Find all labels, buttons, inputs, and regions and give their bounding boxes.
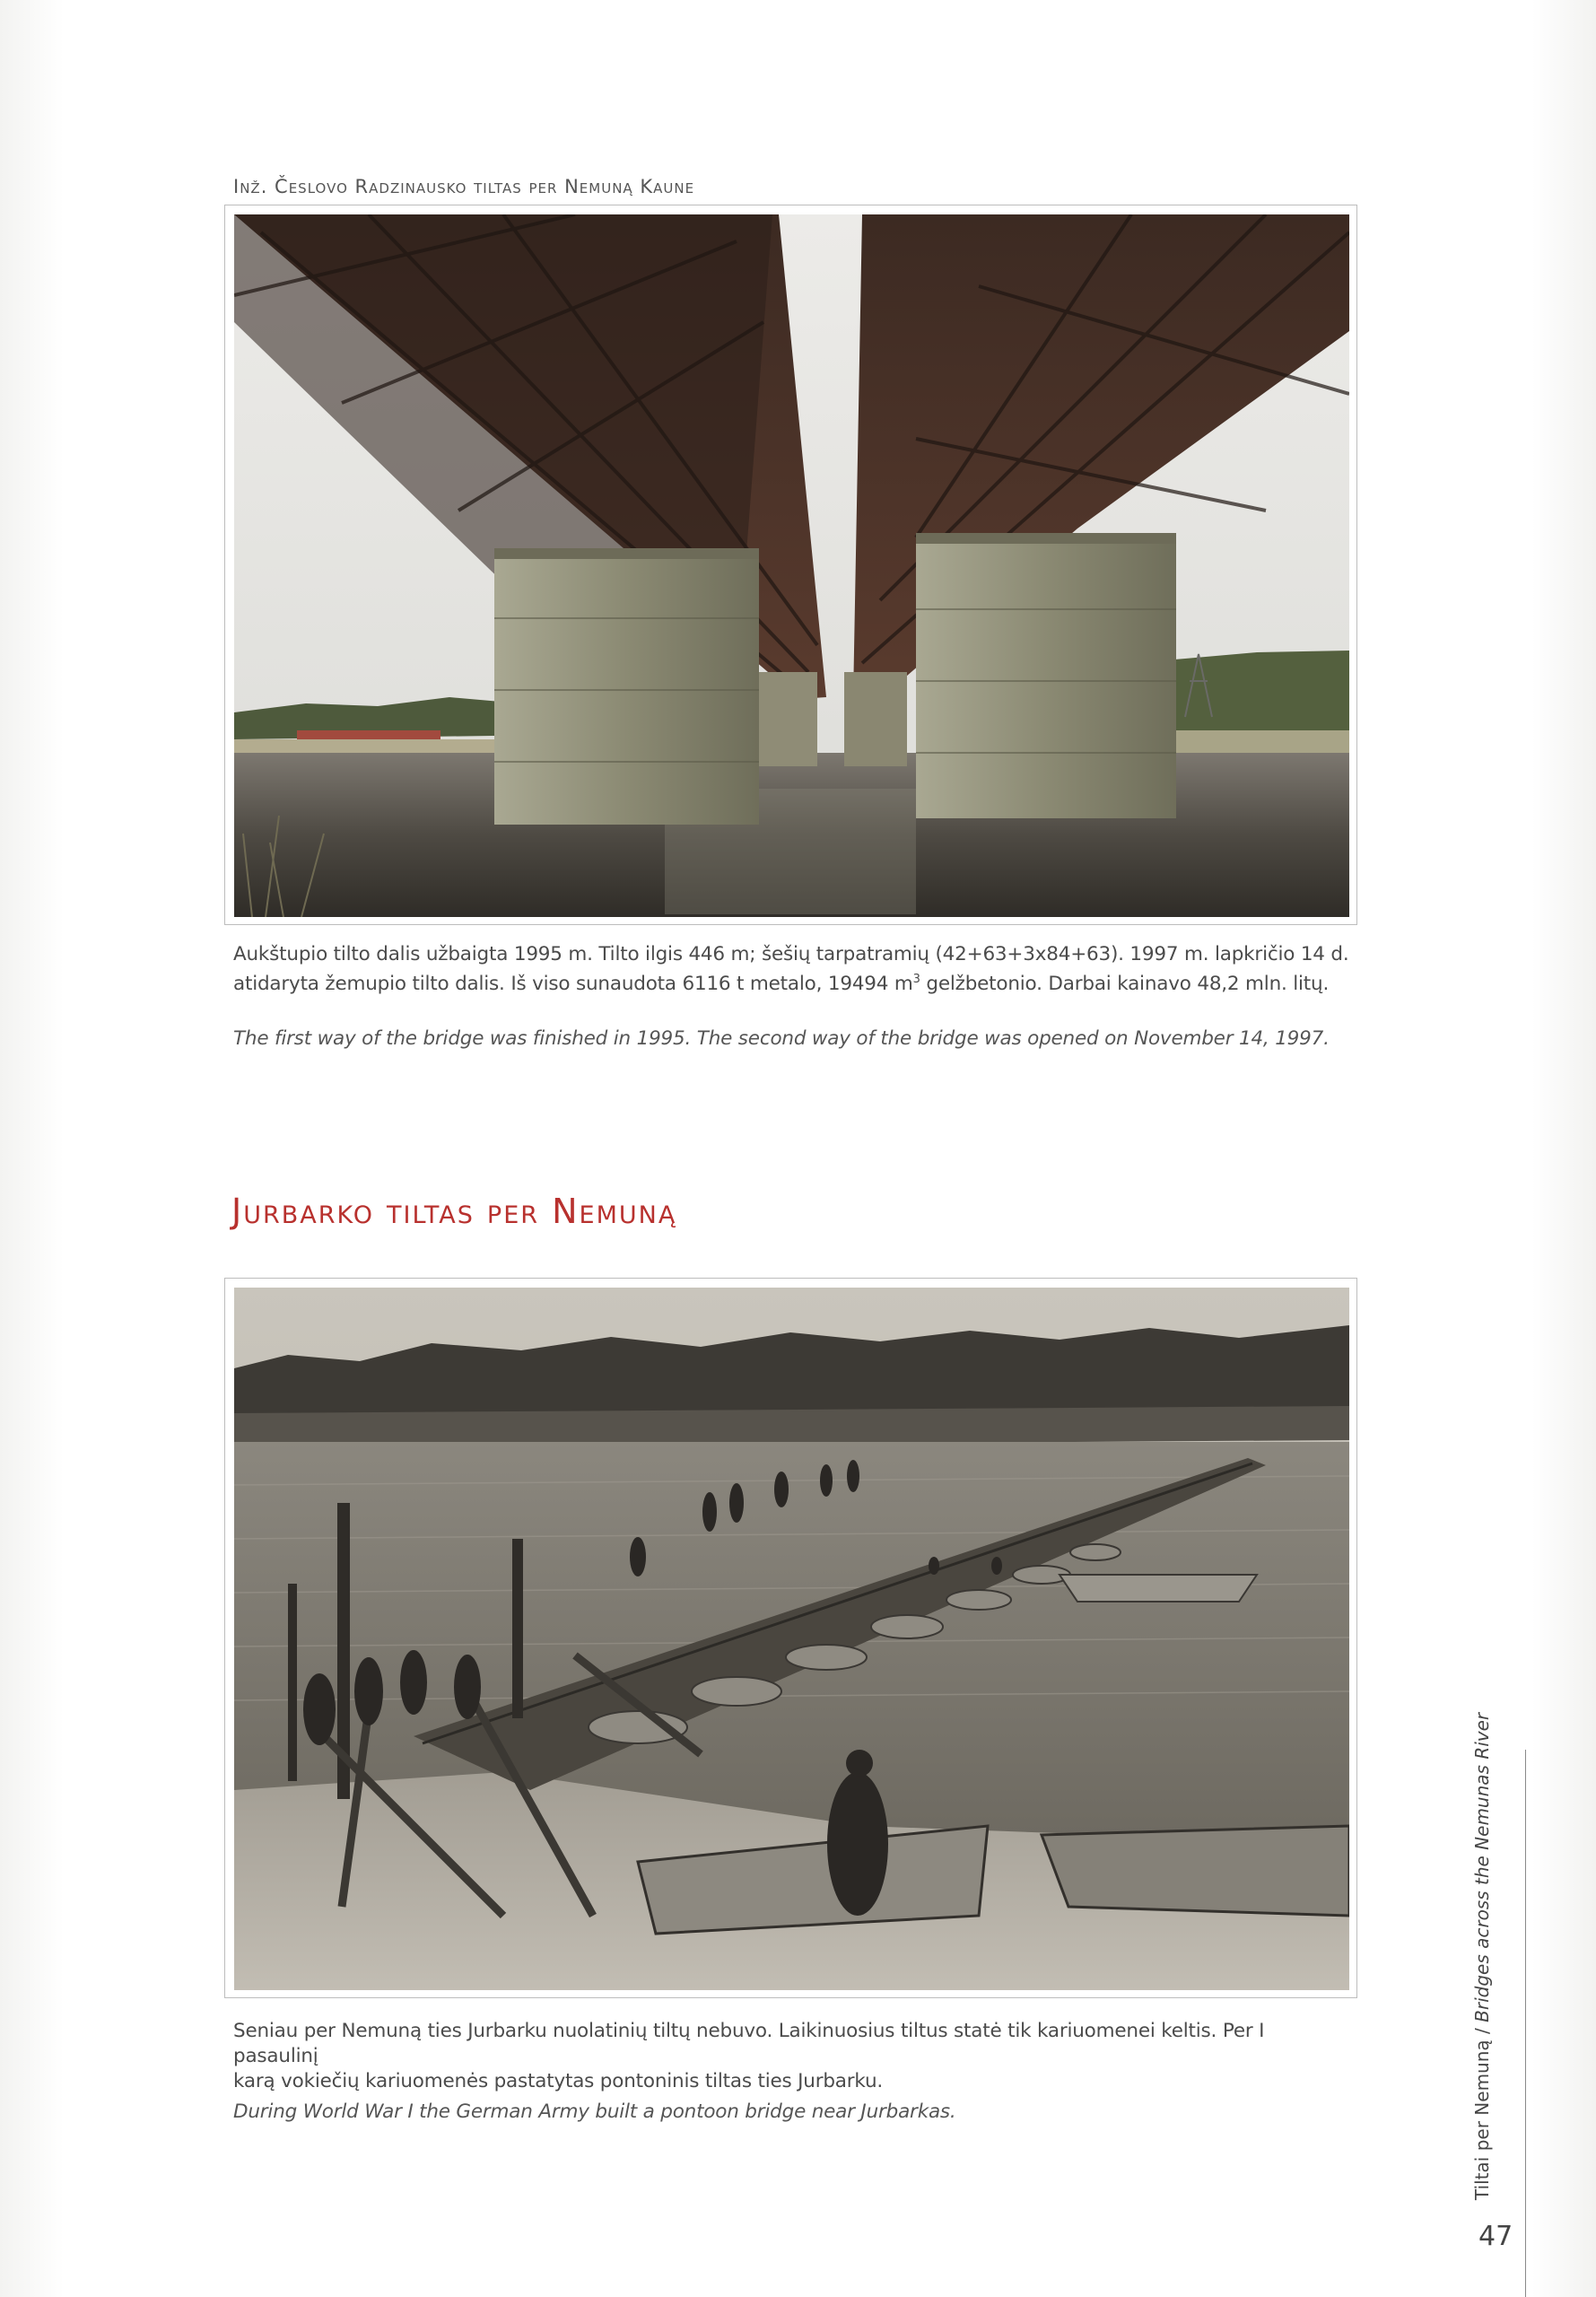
caption-kaunas-lt-line2-a: atidaryta žemupio tilto dalis. Iš viso sunaudota 6116 t metalo, 19494 m <box>233 973 913 996</box>
caption-jurbarkas-lt <box>233 2019 1355 2094</box>
section-title-jurbarkas: Jurbarko tiltas per Nemuną <box>231 1192 677 1231</box>
caption-kaunas-lt <box>233 942 1355 997</box>
side-text-en: Bridges across the Nemunas River <box>1471 1712 1493 2022</box>
page-number: 47 <box>1478 2221 1513 2252</box>
caption-jurbarkas-lt-line1: Seniau per Nemuną ties Jurbarku nuolatinių tiltų nebuvo. Laikinuosius tiltus statė tik kariuomenei keltis. Per I pasaulinį <box>233 2020 1265 2067</box>
caption-kaunas-lt-line2-b: gelžbetonio. Darbai kainavo 48,2 mln. litų. <box>920 973 1330 996</box>
section-label: Inž. Česlovo Radzinausko tiltas per Nemuną Kaune <box>233 176 695 197</box>
caption-kaunas-lt-line2 <box>233 967 1355 997</box>
caption-kaunas-superscript: 3 <box>912 973 920 986</box>
pontoon-bridge-photo <box>234 1288 1349 1990</box>
side-text-lt: Tiltai per Nemuną / <box>1471 2022 1493 2200</box>
caption-kaunas-en: The first way of the bridge was finished in 1995. The second way of the bridge was opened on November 14, 1997. <box>233 1027 1330 1050</box>
photo-frame-bridge-kaunas <box>224 205 1357 925</box>
photo-frame-pontoon-bridge <box>224 1278 1357 1998</box>
side-rule <box>1525 1750 1526 2297</box>
side-running-title <box>1471 1713 1493 2200</box>
caption-jurbarkas-lt-line2: karą vokiečių kariuomenės pastatytas pontoninis tiltas ties Jurbarku. <box>233 2070 884 2092</box>
bridge-underside-photo <box>234 214 1349 917</box>
caption-jurbarkas-en: During World War I the German Army built a pontoon bridge near Jurbarkas. <box>233 2100 956 2123</box>
caption-kaunas-lt-line1: Aukštupio tilto dalis užbaigta 1995 m. Tilto ilgis 446 m; šešių tarpatramių (42+63+3x84+63). 1997 m. lapkričio 14 d. <box>233 943 1349 965</box>
